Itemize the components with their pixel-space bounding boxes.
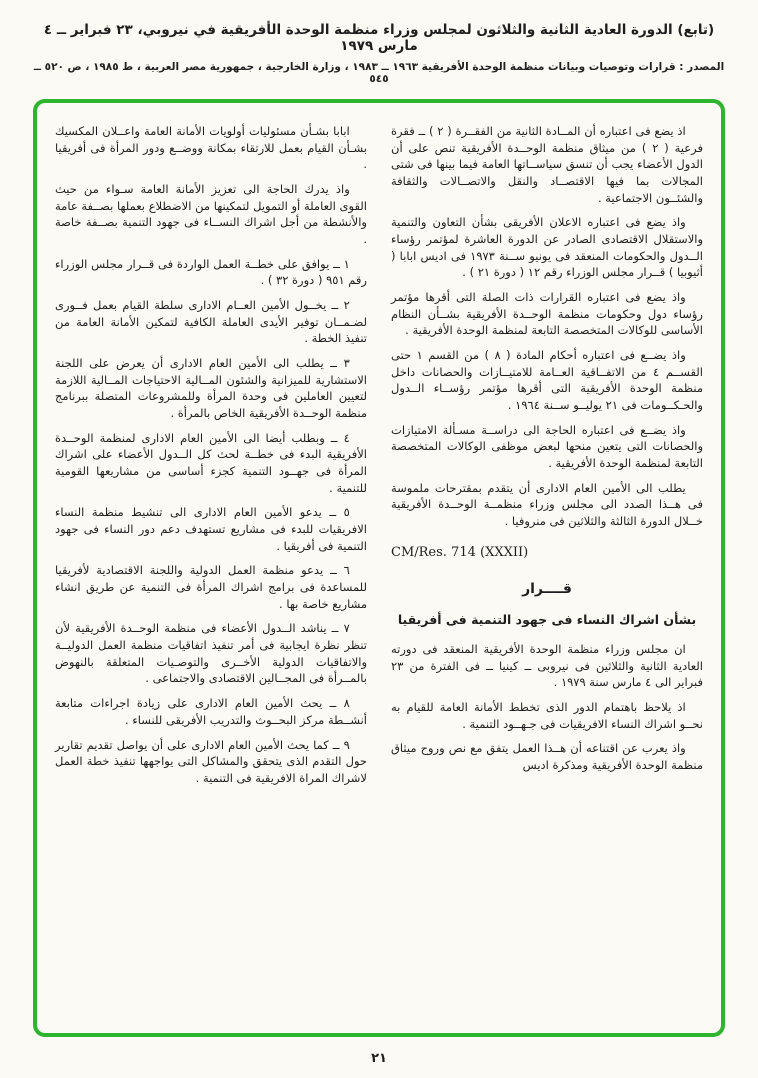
paragraph: واذ يدرك الحاجة الى تعزيز الأمانة العامة سـواء من حيث القوى العاملة أو التمويل لتمكينها من الاضطلاع بعملها بصــفة عامة والأنشطة من أجل اشراك النســاء فى جهود التنمية بصــفة خاصة . — [55, 182, 367, 247]
numbered-item: ٦ ــ يدعو منظمة العمل الدولية واللجنة الاقتصادية لأفريقيا للمساعدة فى برامج اشراك المرأة فى التنمية عن طريق انشاء مشاريع خاصة بها . — [55, 563, 367, 611]
paragraph: واذ يضع فى اعتباره الاعلان الأفريقى بشأن التعاون والتنمية والاستقلال الاقتصادى الصادر عن الدورة العاشرة لمؤتمر رؤساء الــدول والحكومات المنعقد فى يونيو ســنة ١٩٧٣ فى اديس ابابا ( أثيوبيا ) قــرار مجلس الوزراء رقم ١٢ ( دورة ٢١ ) . — [391, 215, 703, 280]
numbered-item: ٩ ــ كما يحث الأمين العام الادارى على أن يواصل تقديم تقارير حول التقدم الذى يتحقق والمشاكل التى يواجهها تنفيذ خطة العمل لاشراك المراة الافريقية فى التنمية . — [55, 737, 367, 785]
numbered-item: ٤ ــ وبطلب أيضا الى الأمين العام الادارى لمنظمة الوحــدة الأفريقية البدء فى خطــة لحث كل الــدول الأعضاء على اشراك المرأة فى جهــود التنمية كجزء أساسى من مشاريعها القومية للتنمية . — [55, 430, 367, 495]
paragraph: واذ يضــع فى اعتباره الحاجة الى دراســة مسـألة الامتيازات والحصانات التى يتعين منحها لبعض موظفى الوكالات المتخصصة التابعة لمنظمة الوحدة الأفريقية . — [391, 422, 703, 471]
paragraph: اذ يلاحظ باهتمام الدور الذى تخطط الأمانة العامة للقيام به نحــو اشراك النساء الافريقيات فى جـهــود التنمية . — [391, 700, 703, 731]
header-source-line: المصدر : قرارات وتوصيات وبيانات منظمة الوحدة الأفريقية ١٩٦٣ ــ ١٩٨٣ ، وزارة الخارجية ، جمهورية مصر العربية ، ط ١٩٨٥ ، ص ٥٢٠ ــ ٥٤٥ — [33, 61, 725, 85]
paragraph: اذ يضع فى اعتباره أن المــادة الثانية من الفقــرة ( ٢ ) ــ فقرة فرعية ( ٢ ) من ميثاق منظمة الوحــدة الأفريقية تنص على أن الدول الأعضاء يجب أن تنسق سياســاتها العامة فيما بينها فى شتى المجالات بما فيها الاقتصــاد والنقل والاتصــالات والثقافة والشئــون الاجتماعية . — [391, 124, 703, 205]
left-column — [55, 123, 367, 1025]
paragraph: ان مجلس وزراء منظمة الوحدة الأفريقية المنعقد فى دورته العادية الثانية والثلاثين فى نيروبى ــ كينيا ــ فى الفترة من ٢٣ فبراير الى ٤ مارس سنة ١٩٧٩ . — [391, 642, 703, 690]
numbered-item: ٨ ــ يحث الأمين العام الادارى على زيادة اجراءات متابعة أنشــطة مركز البحــوث والتدريب الأفريقى للنساء . — [55, 696, 367, 727]
resolution-subtitle: بشأن اشراك النساء فى جهود التنمية فى أفريقيا — [397, 611, 697, 627]
two-column-layout — [55, 123, 703, 1025]
numbered-item: ٧ ــ يناشد الــدول الأعضاء فى منظمة الوحــدة الأفريقية لأن تنظر نظرة ايجابية فى أمر تنفيذ اتفاقيات منظمة العمل الدوليــة والاتفاقيات الدولية الأخــرى والتوصـيات المتعلقة بالنهوض بالمــرأة فى المجــالين الاقتصادى والاجتماعى . — [55, 621, 367, 686]
page-number: ٢١ — [371, 1051, 387, 1066]
numbered-item: ٢ ــ يخــول الأمين العــام الادارى سلطة القيام بعمل فــورى لضـمــان توفير الأيدى العاملة الكافية لتمكين الأمانة العامة من تنفيذ الخطة . — [55, 298, 367, 346]
document-header — [0, 0, 758, 85]
page-footer — [0, 1047, 758, 1066]
paragraph: يطلب الى الأمين العام الادارى أن يتقدم بمقترحات ملموسة فى هــذا الصدد الى مجلس وزراء منظمــة الوحــدة الأفريقية خــلال الدورة الثالثة والثلاثين فى منروفيا . — [391, 480, 703, 529]
right-column — [391, 123, 703, 1025]
header-title: (تابع) الدورة العادية الثانية والثلاثون لمجلس وزراء منظمة الوحدة الأفريقية في نيروبي، ٢٣ فبراير ــ ٤ مارس ١٩٧٩ — [43, 22, 715, 54]
paragraph: واذ يعرب عن اقتناعه أن هــذا العمل يتفق مع نص وروح ميثاق منظمة الوحدة الأفريقية ومذكرة اديس — [391, 741, 703, 773]
resolution-title: قــــرار — [522, 580, 572, 597]
resolution-reference: CM/Res. 714 (XXXII) — [391, 544, 529, 560]
content-frame — [33, 99, 725, 1037]
numbered-item: ٣ ــ يطلب الى الأمين العام الادارى أن يعرض على اللجنة الاستشارية للميزانية والشئون المــالية الاحتياجات المــالية اللازمة لتعيين العاملين فى وحدة المرأة وللمشروعات المتصلة ببرنامج منظمة الوحــدة الأفريقية الخاص بالمرأة . — [55, 356, 367, 421]
paragraph: ابابا بشـأن مسئوليات أولويات الأمانة العامة واعــلان المكسيك بشـأن القيام بعمل للارتقاء بمكانة ووضــع ودور المرأة فى أفريقيا . — [55, 124, 367, 172]
paragraph: واذ يضــع فى اعتباره أحكام المادة ( ٨ ) من القسم ١ حتى القســم ٤ من الاتفــاقية العــامة للامتيــازات والحصانات داخل منظمة الوحدة الأفريقية التى أقرها مؤتمر رؤســاء الــدول والحـكــومات فى ٢١ يوليــو ســنة ١٩٦٤ . — [391, 348, 703, 413]
numbered-item: ٥ ــ يدعو الأمين العام الادارى الى تنشيط منظمة النساء الافريقيات للبدء فى مشاريع تستهدف دعم دور النساء فى جهود التنمية فى أفريقيا . — [55, 505, 367, 553]
paragraph: واذ يضع فى اعتباره القرارات ذات الصلة التى أقرها مؤتمر رؤساء دول وحكومات منظمة الوحــدة الأفريقية بشــأن النظام الأساسى للوكالات المتخصصة التابعة لمنظمة الوحدة الأفريقية . — [391, 290, 703, 338]
numbered-item: ١ ــ يوافق على خطــة العمل الواردة فى قــرار مجلس الوزراء رقم ٩٥١ ( دورة ٣٢ ) . — [55, 256, 367, 288]
